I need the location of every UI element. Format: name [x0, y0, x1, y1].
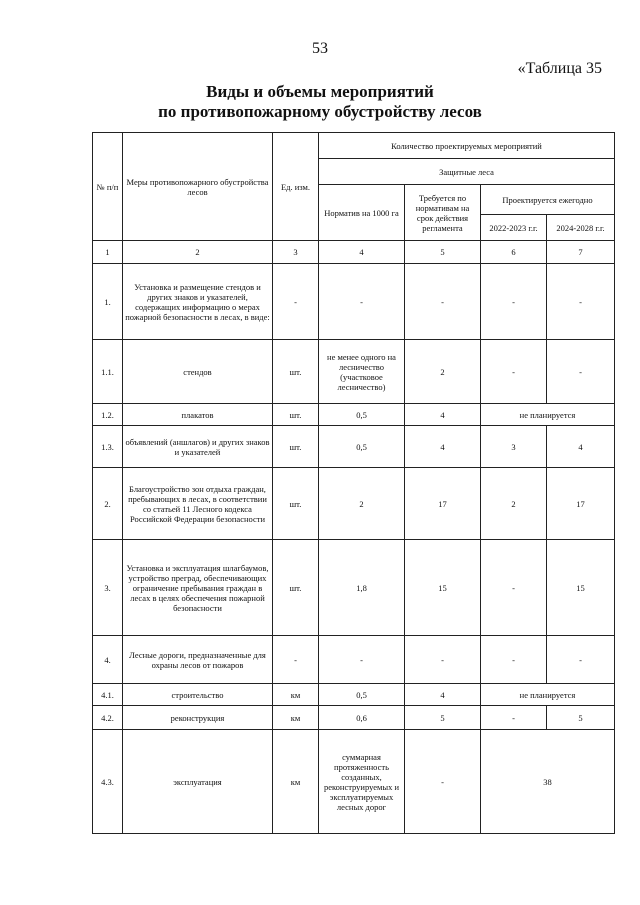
row-period-2: - [547, 636, 615, 684]
row-norm: 0,5 [319, 426, 405, 468]
row-unit: - [273, 264, 319, 340]
row-period-2: - [547, 264, 615, 340]
row-not-planned: не планируется [481, 684, 615, 706]
row-num: 1. [93, 264, 123, 340]
col-number: 6 [481, 241, 547, 264]
row-norm: 1,8 [319, 540, 405, 636]
table-row [93, 404, 615, 426]
page-number: 53 [312, 40, 328, 57]
row-measure: строительство [123, 684, 273, 706]
row-measure: Установка и эксплуатация шлагбаумов, устройство преград, обеспечивающих ограничение пребывания граждан в лесах в целях обеспечения пожарной безопасности [123, 540, 273, 636]
row-required: 4 [405, 404, 481, 426]
col-number: 4 [319, 241, 405, 264]
row-period-1: - [481, 706, 547, 730]
table-row [93, 264, 615, 340]
col-number: 3 [273, 241, 319, 264]
row-num: 1.2. [93, 404, 123, 426]
row-annual-total: 38 [481, 730, 615, 834]
table-row [93, 730, 615, 834]
row-period-2: - [547, 340, 615, 404]
row-norm: - [319, 636, 405, 684]
row-period-1: - [481, 340, 547, 404]
header-group-protective: Защитные леса [319, 159, 615, 185]
col-number: 2 [123, 241, 273, 264]
table-row [93, 340, 615, 404]
row-measure: объявлений (аншлагов) и других знаков и указателей [123, 426, 273, 468]
measures-table [92, 132, 615, 834]
row-required: 15 [405, 540, 481, 636]
document-title [0, 82, 640, 122]
row-num: 4.1. [93, 684, 123, 706]
title-line-2: по противопожарному обустройству лесов [158, 102, 482, 121]
row-unit: км [273, 706, 319, 730]
row-norm: суммарная протяженность созданных, реконструируемых и эксплуатируемых лесных дорог [319, 730, 405, 834]
row-period-2: 5 [547, 706, 615, 730]
row-norm: 0,5 [319, 684, 405, 706]
row-norm: не менее одного на лесничество (участковое лесничество) [319, 340, 405, 404]
row-num: 1.1. [93, 340, 123, 404]
row-num: 2. [93, 468, 123, 540]
row-period-2: 15 [547, 540, 615, 636]
table-row [93, 468, 615, 540]
row-measure: Установка и размещение стендов и других знаков и указателей, содержащих информацию о мерах пожарной безопасности в лесах, в виде: [123, 264, 273, 340]
col-number: 1 [93, 241, 123, 264]
row-period-1: 3 [481, 426, 547, 468]
row-required: 4 [405, 684, 481, 706]
row-num: 1.3. [93, 426, 123, 468]
row-unit: - [273, 636, 319, 684]
row-unit: км [273, 684, 319, 706]
table-reference: «Таблица 35 [517, 60, 602, 77]
row-measure: Лесные дороги, предназначенные для охраны лесов от пожаров [123, 636, 273, 684]
row-num: 4.3. [93, 730, 123, 834]
table-row [93, 636, 615, 684]
header-required: Требуется по нормативам на срок действия регламента [405, 185, 481, 241]
header-measure: Меры противопожарного обустройства лесов [123, 133, 273, 241]
row-unit: шт. [273, 426, 319, 468]
row-norm: 0,5 [319, 404, 405, 426]
row-required: - [405, 636, 481, 684]
header-group-planned: Проектируется ежегодно [481, 185, 615, 215]
header-unit: Ед. изм. [273, 133, 319, 241]
row-required: 2 [405, 340, 481, 404]
row-measure: реконструкция [123, 706, 273, 730]
row-measure: плакатов [123, 404, 273, 426]
header-period-1: 2022-2023 г.г. [481, 215, 547, 241]
col-number: 7 [547, 241, 615, 264]
table-row [93, 684, 615, 706]
row-required: - [405, 730, 481, 834]
row-period-1: - [481, 636, 547, 684]
row-measure: эксплуатация [123, 730, 273, 834]
row-period-1: - [481, 264, 547, 340]
row-num: 4.2. [93, 706, 123, 730]
row-norm: 2 [319, 468, 405, 540]
row-unit: шт. [273, 540, 319, 636]
row-period-1: 2 [481, 468, 547, 540]
row-measure: стендов [123, 340, 273, 404]
header-num: № п/п [93, 133, 123, 241]
row-period-2: 4 [547, 426, 615, 468]
row-norm: 0,6 [319, 706, 405, 730]
column-number-row [93, 241, 615, 264]
row-unit: шт. [273, 404, 319, 426]
row-num: 4. [93, 636, 123, 684]
row-required: 4 [405, 426, 481, 468]
row-period-1: - [481, 540, 547, 636]
title-line-1: Виды и объемы мероприятий [206, 82, 434, 101]
row-unit: км [273, 730, 319, 834]
table-row [93, 540, 615, 636]
header-norm: Норматив на 1000 га [319, 185, 405, 241]
row-num: 3. [93, 540, 123, 636]
row-unit: шт. [273, 468, 319, 540]
row-norm: - [319, 264, 405, 340]
row-not-planned: не планируется [481, 404, 615, 426]
row-period-2: 17 [547, 468, 615, 540]
table-row [93, 426, 615, 468]
col-number: 5 [405, 241, 481, 264]
header-period-2: 2024-2028 г.г. [547, 215, 615, 241]
row-required: 5 [405, 706, 481, 730]
row-unit: шт. [273, 340, 319, 404]
table-row [93, 706, 615, 730]
row-required: 17 [405, 468, 481, 540]
header-group-all: Количество проектируемых мероприятий [319, 133, 615, 159]
row-measure: Благоустройство зон отдыха граждан, пребывающих в лесах, в соответствии со статьей 11 Лесного кодекса Российской Федерации безопасности [123, 468, 273, 540]
row-required: - [405, 264, 481, 340]
